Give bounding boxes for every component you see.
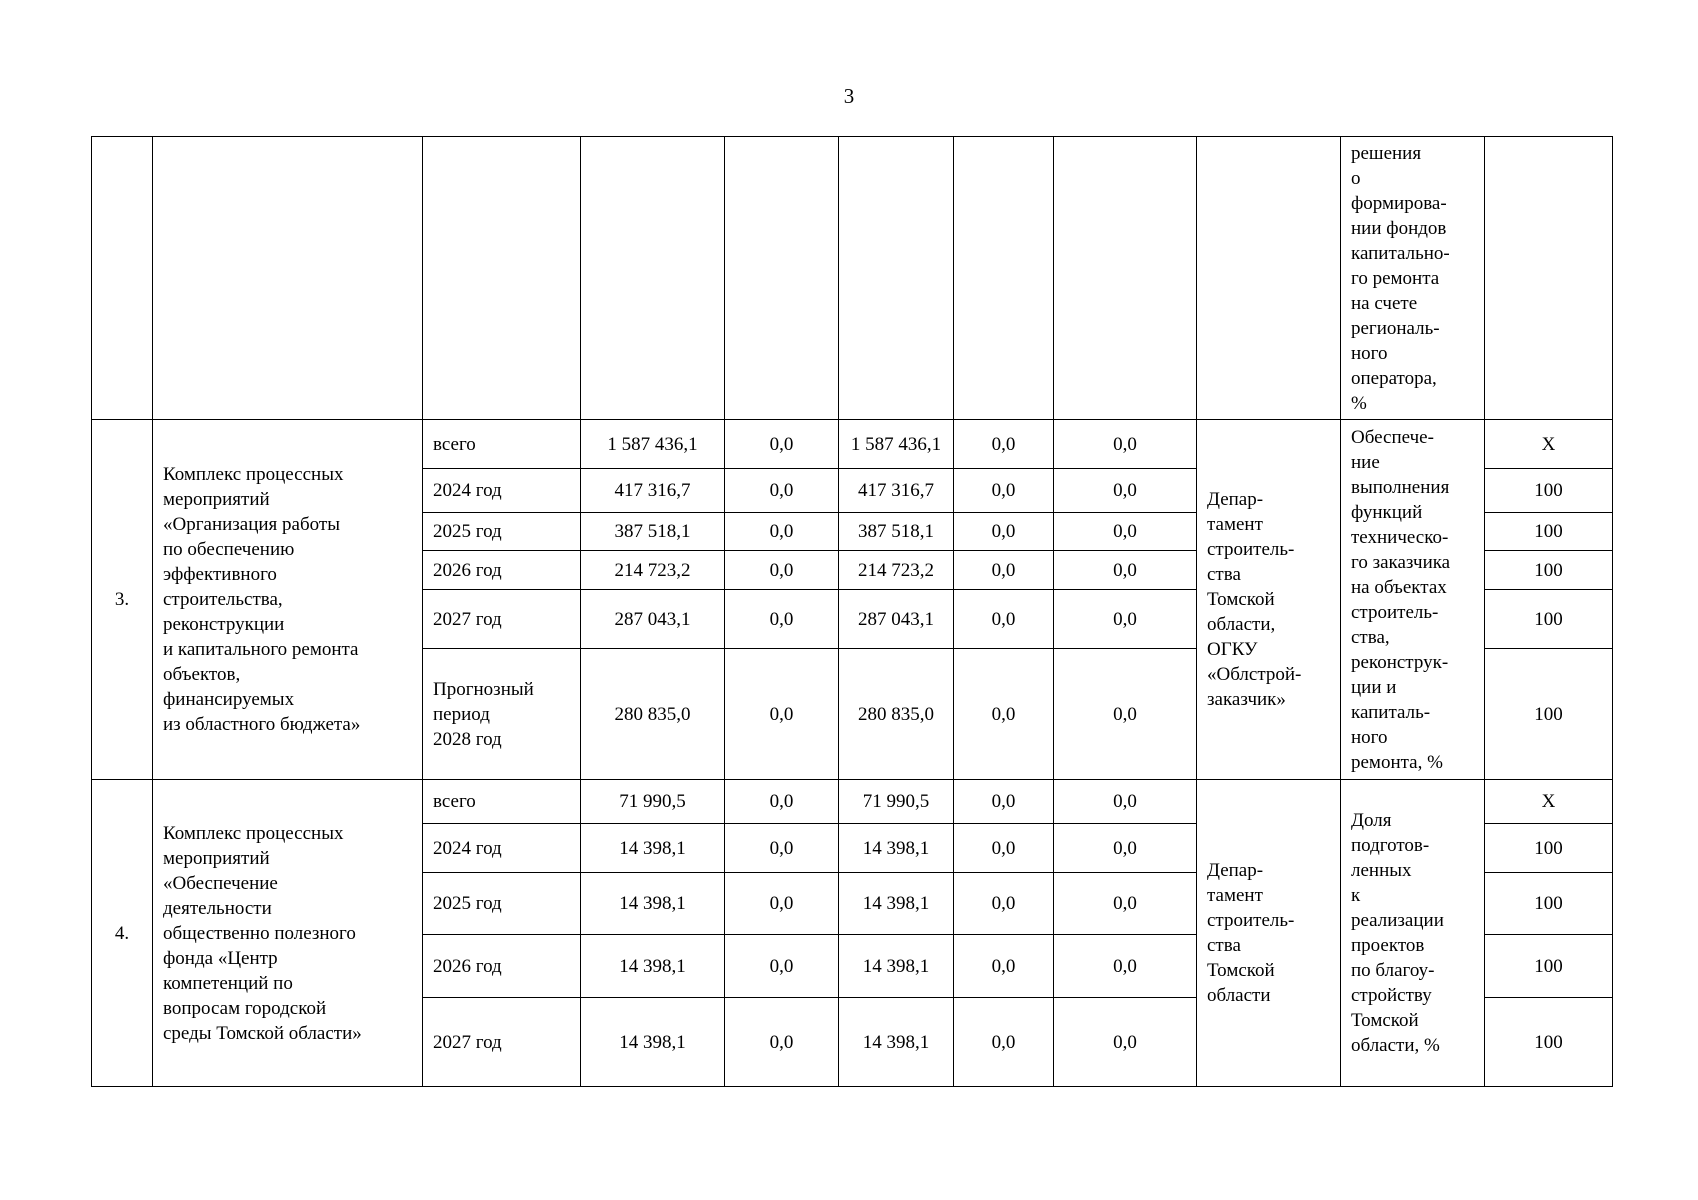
period-cell: 2026 год: [423, 551, 581, 590]
indicator-cell: решения о формирова- нии фондов капитально- го ремонта на счете региональ- ного оператора, %: [1341, 137, 1485, 420]
carry-over-row: [92, 137, 1613, 420]
period-cell: 2026 год: [423, 935, 581, 998]
item-name: Комплекс процессных мероприятий «Организация работы по обеспечению эффективного строительства, реконструкции и капитального ремонта объектов, финансируемых из областного бюджета»: [153, 420, 423, 780]
value-federal: 0,0: [725, 590, 839, 649]
period-cell: Прогнозный период 2028 год: [423, 649, 581, 780]
value-total: 214 723,2: [581, 551, 725, 590]
executor-cell: Депар- тамент строитель- ства Томской области: [1197, 780, 1341, 1087]
value-local: 0,0: [954, 420, 1054, 469]
target-value: 100: [1485, 469, 1613, 513]
value-local: 0,0: [954, 780, 1054, 824]
value-other: 0,0: [1054, 469, 1197, 513]
value-regional: 14 398,1: [839, 824, 954, 873]
value-federal: 0,0: [725, 780, 839, 824]
target-value: 100: [1485, 824, 1613, 873]
value-other: 0,0: [1054, 420, 1197, 469]
value-total: 14 398,1: [581, 998, 725, 1087]
value-other: 0,0: [1054, 824, 1197, 873]
value-other: 0,0: [1054, 873, 1197, 935]
cell-empty: [92, 137, 153, 420]
item-number: 3.: [92, 420, 153, 780]
period-cell: 2025 год: [423, 873, 581, 935]
value-regional: 287 043,1: [839, 590, 954, 649]
page-number: 3: [843, 84, 855, 108]
value-total: 14 398,1: [581, 824, 725, 873]
table-row: [92, 780, 1613, 824]
cell-empty: [954, 137, 1054, 420]
value-local: 0,0: [954, 873, 1054, 935]
value-regional: 71 990,5: [839, 780, 954, 824]
value-local: 0,0: [954, 649, 1054, 780]
value-other: 0,0: [1054, 551, 1197, 590]
value-regional: 387 518,1: [839, 513, 954, 551]
value-total: 280 835,0: [581, 649, 725, 780]
executor-cell: Депар- тамент строитель- ства Томской области, ОГКУ «Облстрой- заказчик»: [1197, 420, 1341, 780]
cell-empty: [153, 137, 423, 420]
cell-empty: [725, 137, 839, 420]
value-federal: 0,0: [725, 649, 839, 780]
target-value: 100: [1485, 513, 1613, 551]
value-total: 417 316,7: [581, 469, 725, 513]
value-total: 287 043,1: [581, 590, 725, 649]
period-cell: всего: [423, 420, 581, 469]
value-local: 0,0: [954, 590, 1054, 649]
target-value: 100: [1485, 551, 1613, 590]
cell-empty: [1197, 137, 1341, 420]
value-regional: 14 398,1: [839, 998, 954, 1087]
value-total: 14 398,1: [581, 873, 725, 935]
period-cell: 2025 год: [423, 513, 581, 551]
value-other: 0,0: [1054, 935, 1197, 998]
cell-empty: [1054, 137, 1197, 420]
value-total: 71 990,5: [581, 780, 725, 824]
value-federal: 0,0: [725, 551, 839, 590]
value-local: 0,0: [954, 469, 1054, 513]
cell-empty: [423, 137, 581, 420]
value-other: 0,0: [1054, 780, 1197, 824]
cell-empty: [581, 137, 725, 420]
target-value: 100: [1485, 873, 1613, 935]
value-regional: 1 587 436,1: [839, 420, 954, 469]
target-value: Х: [1485, 780, 1613, 824]
item-number: 4.: [92, 780, 153, 1087]
value-regional: 14 398,1: [839, 873, 954, 935]
value-other: 0,0: [1054, 590, 1197, 649]
value-other: 0,0: [1054, 649, 1197, 780]
table-row: [92, 420, 1613, 469]
target-value: 100: [1485, 590, 1613, 649]
value-total: 14 398,1: [581, 935, 725, 998]
value-local: 0,0: [954, 998, 1054, 1087]
value-regional: 14 398,1: [839, 935, 954, 998]
target-value: 100: [1485, 998, 1613, 1087]
value-federal: 0,0: [725, 935, 839, 998]
item-name: Комплекс процессных мероприятий «Обеспечение деятельности общественно полезного фонда «Центр компетенций по вопросам городской среды Томской области»: [153, 780, 423, 1087]
program-table: [91, 136, 1613, 1087]
period-cell: 2027 год: [423, 998, 581, 1087]
value-federal: 0,0: [725, 873, 839, 935]
period-cell: 2024 год: [423, 469, 581, 513]
period-cell: 2027 год: [423, 590, 581, 649]
value-federal: 0,0: [725, 513, 839, 551]
value-local: 0,0: [954, 824, 1054, 873]
target-value: 100: [1485, 649, 1613, 780]
value-local: 0,0: [954, 513, 1054, 551]
value-other: 0,0: [1054, 513, 1197, 551]
value-regional: 417 316,7: [839, 469, 954, 513]
cell-empty: [839, 137, 954, 420]
value-total: 1 587 436,1: [581, 420, 725, 469]
indicator-cell: Обеспече- ние выполнения функций техническо- го заказчика на объектах строитель- ства, реконструк- ции и капиталь- ного ремонта, %: [1341, 420, 1485, 780]
value-total: 387 518,1: [581, 513, 725, 551]
target-value: Х: [1485, 420, 1613, 469]
value-local: 0,0: [954, 551, 1054, 590]
period-cell: 2024 год: [423, 824, 581, 873]
value-federal: 0,0: [725, 824, 839, 873]
value-local: 0,0: [954, 935, 1054, 998]
value-federal: 0,0: [725, 469, 839, 513]
period-cell: всего: [423, 780, 581, 824]
indicator-cell: Доля подготов- ленных к реализации проектов по благоу- стройству Томской области, %: [1341, 780, 1485, 1087]
value-federal: 0,0: [725, 998, 839, 1087]
value-regional: 280 835,0: [839, 649, 954, 780]
value-regional: 214 723,2: [839, 551, 954, 590]
target-value: 100: [1485, 935, 1613, 998]
cell-empty: [1485, 137, 1613, 420]
value-other: 0,0: [1054, 998, 1197, 1087]
value-federal: 0,0: [725, 420, 839, 469]
